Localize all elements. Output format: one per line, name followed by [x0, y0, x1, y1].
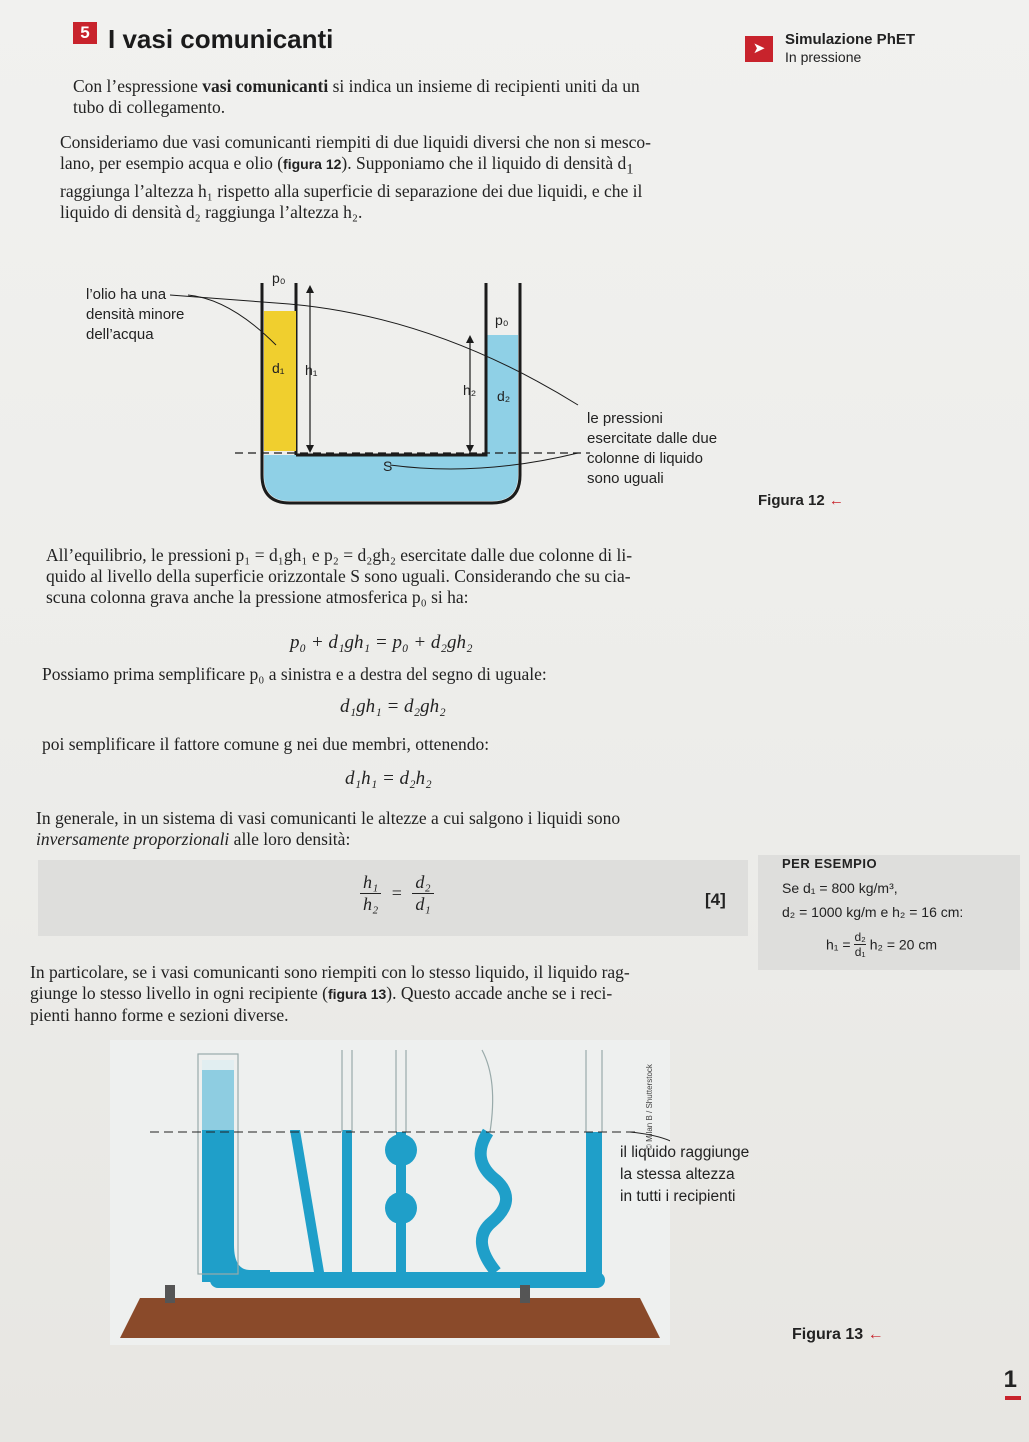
p2-text-b: ). Supponiamo che il liquido di densità d	[341, 153, 627, 173]
paragraph-4: Possiamo prima semplificare p₀ a sinistra e a destra del segno di uguale:	[42, 664, 547, 684]
phet-title[interactable]: Simulazione PhET	[785, 31, 916, 48]
photo-credit: © Milan B / Shutterstock	[645, 1064, 654, 1150]
equation-2: d₁gh₁ = d₂gh₂	[340, 696, 446, 717]
phet-subtitle[interactable]: In pressione	[785, 49, 862, 65]
section-number: 5	[73, 22, 97, 44]
figure-13-photo	[110, 1040, 670, 1345]
example-line-3	[826, 930, 937, 959]
pressure-label-line: sono uguali	[587, 470, 664, 487]
h2-label: h₂	[463, 382, 477, 398]
caption-text: Figura 12	[758, 492, 825, 509]
p6-emphasis: inversamente proporzionali	[36, 829, 230, 849]
same-level-label	[620, 1142, 749, 1208]
p6-text: alle loro densità:	[229, 829, 351, 849]
level-label-line: il liquido raggiunge	[620, 1144, 750, 1161]
caption-text: Figura 13	[792, 1326, 864, 1343]
p2-line-1: Consideriamo due vasi comunicanti riempiti di due liquidi diversi che non si mesco-	[60, 132, 651, 152]
figure-12-caption	[758, 492, 844, 509]
d2-label: d₂	[497, 388, 511, 404]
example-h1: h₁ =	[826, 936, 851, 953]
p6-line-1: In generale, in un sistema di vasi comunicanti le altezze a cui salgono i liquidi sono	[36, 808, 621, 828]
oil-label-line: dell’acqua	[86, 326, 154, 343]
p0-left-label: p₀	[272, 270, 286, 286]
pressure-label-line: esercitate dalle due	[587, 430, 718, 447]
p3-line-2: quido al livello della superficie orizzontale S sono uguali. Considerando che su cia-	[46, 566, 631, 586]
p7-text-b: ). Questo accade anche se i reci-	[386, 983, 613, 1003]
intro-paragraph	[73, 76, 723, 118]
water-region	[264, 335, 518, 501]
paragraph-2	[60, 132, 730, 223]
surface-s-label: S	[383, 458, 393, 474]
p2-line-4: liquido di densità d₂ raggiunga l’altezza h₂.	[60, 201, 363, 222]
figure-12-link[interactable]: figura 12	[283, 156, 342, 172]
figure-13-link[interactable]: figura 13	[327, 986, 387, 1002]
paragraph-3	[46, 545, 746, 608]
p0-right-label: p₀	[495, 312, 509, 328]
d1-label: d₁	[272, 360, 285, 376]
h1-label: h₁	[305, 362, 318, 378]
fraction-numerator: h₁	[360, 872, 381, 894]
example-result: h₂ = 20 cm	[869, 936, 938, 953]
p2-text: lano, per esempio acqua e olio (	[60, 153, 284, 173]
p7-line-2	[30, 983, 770, 1005]
back-arrow-icon[interactable]: ←	[828, 492, 844, 509]
fraction-denominator: d₁	[854, 945, 866, 959]
equation-3: d₁h₁ = d₂h₂	[345, 768, 432, 789]
formula-4: $\frac{\text{h₁}}{\text{h₂}}$ = $\frac{\text{d₂}}{\text{d₁}}$	[360, 872, 434, 915]
oil-density-label	[86, 285, 184, 345]
pressure-label-line: colonne di liquido	[587, 450, 703, 467]
p7-line-1: In particolare, se i vasi comunicanti sono riempiti con lo stesso liquido, il liquido rag-	[30, 962, 630, 982]
pressure-label	[587, 409, 717, 489]
p6-line-2	[36, 829, 756, 850]
fraction-denominator: d₁	[415, 894, 431, 914]
wooden-base	[120, 1298, 660, 1338]
p7-text: giunge lo stesso livello in ogni recipiente (	[30, 983, 328, 1003]
pressure-label-line: le pressioni	[587, 410, 663, 427]
example-line-2: d₂ = 1000 kg/m e h₂ = 16 cm:	[782, 904, 964, 920]
section-title: I vasi comunicanti	[108, 24, 334, 54]
example-line-1: Se d₁ = 800 kg/m³,	[782, 880, 898, 896]
p3-line-1: All’equilibrio, le pressioni p₁ = d₁gh₁ e p₂ = d₂gh₂ esercitate dalle due colonne di li-	[46, 545, 633, 565]
paragraph-7	[30, 962, 770, 1026]
page-number: 1	[1003, 1366, 1017, 1393]
paragraph-5: poi semplificare il fattore comune g nei due membri, ottenendo:	[42, 734, 490, 754]
formula-tag: [4]	[705, 890, 726, 909]
p7-line-3: pienti hanno forme e sezioni diverse.	[30, 1005, 289, 1025]
example-heading: PER ESEMPIO	[782, 856, 878, 871]
oil-label-line: densità minore	[86, 306, 185, 323]
paragraph-6	[36, 808, 756, 850]
level-label-line: la stessa altezza	[620, 1166, 735, 1183]
fraction-numerator: d₂	[854, 930, 866, 944]
intro-text-end: si indica un insieme di recipienti uniti da un	[328, 76, 640, 96]
fraction-numerator: d₂	[412, 872, 433, 894]
intro-text: Con l’espressione	[73, 76, 203, 96]
back-arrow-icon[interactable]: ←	[867, 1326, 884, 1343]
intro-line-2: tubo di collegamento.	[73, 97, 226, 117]
oil-column	[264, 311, 296, 451]
cursor-icon[interactable]: ➤	[745, 36, 773, 62]
figure-13-caption	[792, 1326, 884, 1344]
p2-line-3: raggiunga l’altezza h₁ rispetto alla superficie di separazione dei due liquidi, e che il	[60, 180, 643, 201]
fraction-denominator: h₂	[363, 894, 379, 914]
p3-line-3: scuna colonna grava anche la pressione atmosferica p₀ si ha:	[46, 587, 469, 607]
equation-1: p₀ + d₁gh₁ = p₀ + d₂gh₂	[290, 632, 473, 653]
intro-keyword: vasi comunicanti	[202, 76, 329, 96]
level-label-line: in tutti i recipienti	[620, 1188, 736, 1205]
p2-line-2: lano, per esempio acqua e olio (figura 12). Supponiamo che il liquido di densità $d_1$	[60, 153, 634, 178]
oil-label-line: l’olio ha una	[86, 286, 167, 303]
page-number-bar	[1005, 1396, 1021, 1400]
